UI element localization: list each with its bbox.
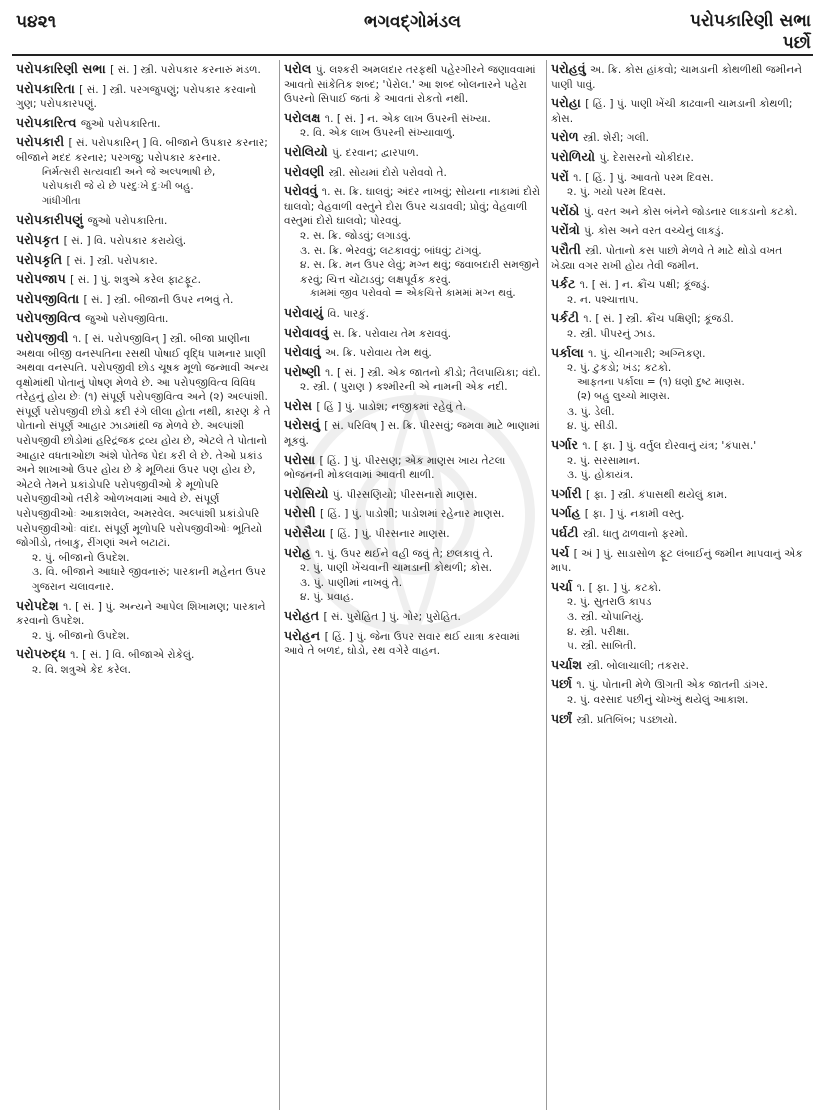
headword: પરોહા: [551, 95, 586, 111]
definition-text: [ હિં. ] પું. પીરસનાર માણસ.: [329, 528, 450, 541]
column-1: [12, 60, 279, 1110]
definition-text: સ્ત્રી. સોયમાં દોરો પરોવવો તે.: [328, 166, 447, 179]
headword: પરૌતી: [551, 241, 586, 257]
headword: પરોસી: [284, 505, 321, 521]
dictionary-entry: [551, 506, 808, 522]
headword: પરોલ: [284, 61, 316, 76]
sub-sense: ૩. સ. ક્રિ. ભેરવવું; લટકાવવું; બાંધવું; ટાંગવું.: [300, 244, 482, 257]
dictionary-entry: [284, 453, 541, 483]
sub-sense: ૨. પું. પાણી ખેંચવાની ચામડાની કોથળી; કોસ.: [300, 562, 493, 575]
definition-text: [ સં. પરોપકારિન્ ] વિ. બીજાને ઉપકાર કરનાર; બીજાને મદદ કરનાર; પરગજુ; પરોપકાર કરનાર.: [16, 137, 268, 164]
definition-text: ૧. [ ફા. ] પું. વર્તુલ દોરવાનું યંત્ર; 'કંપાસ.': [582, 440, 757, 453]
dictionary-entry: [284, 365, 541, 395]
headword: પરોપરુદ્ધ: [16, 646, 71, 662]
dictionary-entry: [551, 62, 808, 92]
definition-text: ૧. પું. ઉપર થઈને વહી જવું તે; છલકાવું તે.: [315, 547, 494, 560]
dictionary-entry: [551, 204, 808, 220]
dictionary-entry: [284, 345, 541, 361]
definition-text: [ અં ] પું. સાડાસોળ ફૂટ લંબાઈનું જમીન માપવાનું એક માપ.: [551, 547, 803, 575]
definition-text: [ હિં. ] પું. પાડોશી; પાડોશમાં રહેનાર માણસ.: [320, 508, 505, 521]
dictionary-entry: [16, 135, 274, 209]
sub-sense: ૨. પું. વરસાદ પછીનું ચોખ્ખું થયેલું આકાશ.: [567, 693, 749, 706]
definition-text: [ ફા. ] સ્ત્રી. કંપાસથી થયેલું કામ.: [585, 488, 728, 501]
headword: પરોપકારીપણું: [16, 212, 88, 228]
headword: પરોસા: [284, 451, 320, 467]
headword: પરોવાવું: [284, 344, 325, 360]
definition-text: સ્ત્રી. ધાતુ ઢાળવાનો ફરમો.: [582, 528, 689, 541]
dictionary-entry: [284, 546, 541, 605]
definition-text: [ હિં. ] પું. જેના ઉપર સવાર થઈ યાત્રા કરવામાં આવે તે બળદ, ઘોડો, રથ વગેરે વાહન.: [284, 630, 520, 658]
dictionary-entry: [551, 243, 808, 273]
dictionary-entry: [284, 184, 541, 302]
headword: પરોસૈયા: [284, 525, 330, 541]
headword: પરોલક્ષ: [284, 109, 325, 125]
definition-text: ૧. [ હિં. ] પું. આવતો પરમ દિવસ.: [573, 171, 714, 184]
sub-sense: ૨. પું. સુતરાઉ કાપડ: [567, 596, 652, 609]
definition-text: પું. કોસ અને વરત વચ્ચેનું લાકડું.: [584, 225, 724, 238]
dictionary-entry: [551, 438, 808, 483]
sub-sense: ૨. પું. બીજાનો ઉપદેશ.: [32, 551, 130, 564]
definition-text: [ હિં. ] પું. પીરસણ; એક માણસ ખાય તેટલા ભોજનની મોકલવામાં આવતી થાળી.: [284, 454, 506, 482]
dictionary-entry: [16, 292, 274, 308]
headword: પર્છાં: [551, 710, 577, 726]
headword: પરોપજીવિતા: [16, 290, 84, 306]
citation: નિર્મત્સરી સત્યવાદી અને જે અલ્પભાષી છે,: [42, 166, 216, 178]
definition-text: અ. ક્રિ. પરોવાય તેમ થવું.: [325, 347, 432, 360]
headword: પરોહન: [284, 627, 325, 643]
headword: પરોહવું: [551, 61, 591, 76]
headword: પરોં: [551, 168, 574, 184]
definition-text: [ સં. ] સ્ત્રી. પરગજુપણું; પરોપકાર કરવાનો ગુણ; પરોપકારપણું.: [16, 83, 257, 111]
headword: પરોહ: [284, 544, 316, 560]
dictionary-entry: [551, 658, 808, 674]
dictionary-entry: [284, 399, 541, 415]
dictionary-entry: [551, 580, 808, 654]
headword: પર્કટી: [551, 310, 584, 326]
sub-sense: ૨. વિ. એક લાખ ઉપરની સંખ્યાવાળું.: [300, 127, 456, 140]
dictionary-entry: [16, 253, 274, 269]
definition-text: પું. દરવાન; દ્વારપાળ.: [332, 146, 419, 159]
dictionary-entry: [551, 526, 808, 542]
headword: પરોપજાપ: [16, 271, 71, 287]
headword: પર્ગાર: [551, 437, 583, 453]
sub-sense: ૨. પું. ટુકડો; ખંડ; કટકો.: [567, 362, 672, 375]
headword: પર્ઘટી: [551, 525, 583, 541]
headword: પરોસ: [284, 397, 317, 413]
dictionary-entry: [551, 487, 808, 503]
headword: પરોવણી: [284, 163, 329, 179]
sub-sense: ૩. પું. પાણીમાં નાખવું તે.: [300, 576, 403, 589]
headword: પરોપજીવી: [16, 329, 73, 345]
definition-text: ૧. [ સં. ] ન. એક લાખ ઉપરની સંખ્યા.: [324, 112, 491, 125]
dictionary-entry: [284, 111, 541, 141]
definition-text: [ સં. ] સ્ત્રી. પરોપકાર.: [66, 254, 158, 267]
definition-text: [ સં. ] વિ. પરોપકાર કરાયેલું.: [63, 234, 187, 247]
headword: પરોળિયો: [551, 148, 600, 164]
sub-sense: ૩. વિ. બીજાને આધારે જીવનારું; પારકાની મહેનત ઉપર ગુજરાન ચલાવનાર.: [32, 566, 267, 593]
dictionary-entry: [16, 599, 274, 644]
headword: પર્ચાશ: [551, 656, 587, 672]
dictionary-entry: [551, 223, 808, 239]
sub-sense: ૨. ન. પશ્ચાત્તાપ.: [567, 293, 639, 306]
definition-text: અ. ક્રિ. કોસ હાંકવો; ચામડાની કોથળીથી જમીનને પાણી પાવું.: [551, 64, 803, 91]
sub-sense: ૨. પું. સરસામાન.: [567, 454, 641, 467]
citation: પરોપકારી જે યે છે પરદુઃખે દુઃખી બહુ.: [42, 181, 194, 193]
headword: પર્ગારી: [551, 485, 586, 501]
dictionary-entry: [551, 130, 808, 146]
definition-text: ૧. [ સં. ] વિ. બીજાએ રોકેલું.: [70, 649, 195, 662]
dictionary-entry: [284, 487, 541, 503]
definition-text: પું. વરત અને કોસ બંનેને જોડનાર લાકડાનો કટકો.: [583, 205, 798, 218]
headword: પરોષ્ણી: [284, 363, 326, 379]
dictionary-entry: [16, 213, 274, 229]
header-rule: [12, 54, 813, 56]
definition-text: સ્ત્રી. પોતાનો કસ પાછો મેળવે તે માટે થોડો વખત ખેડ્યા વગર રાખી હોય તેવી જમીન.: [551, 244, 783, 272]
headword: પરોપકૃતિ: [16, 251, 67, 267]
dictionary-entry: [551, 712, 808, 728]
headword: પર્ચા: [551, 578, 577, 594]
definition-text: પું. લશ્કરી અમલદાર તરફથી પહેરગીરને જણાવવામાં આવતો સાંકેતિક શબ્દ; 'પેરોલ.' આ શબ્દ બોલનારને પહેરા ઉપરનો સિપાઈ જતાં કે આવતાં રોકતો નથી.: [284, 64, 536, 106]
column-2: [279, 60, 546, 1110]
book-title: ભગવદ્ગોમંડલ: [364, 12, 461, 32]
dictionary-columns: [12, 60, 813, 1110]
dictionary-entry: [284, 506, 541, 522]
dictionary-entry: [16, 82, 274, 112]
definition-text: જુઓ પરોપકારિતા.: [87, 215, 168, 228]
headword: પર્કટ: [551, 276, 580, 292]
headword: પરોળ: [551, 129, 584, 145]
definition-text: ૧. પું. ચીનગારી; અગ્નિકણ.: [588, 347, 706, 360]
column-3: [546, 60, 813, 1110]
dictionary-entry: [284, 62, 541, 107]
page-header: [0, 0, 825, 60]
dictionary-entry: [16, 331, 274, 595]
definition-text: [ સં. પરિવિષ્ ] સ. ક્રિ. પીરસવું; જમવા માટે ભાણામાં મૂકવું.: [284, 420, 540, 448]
dictionary-entry: [16, 62, 274, 78]
headword: પરોપકારિત્વ: [16, 114, 81, 130]
dictionary-entry: [551, 150, 808, 166]
dictionary-entry: [551, 170, 808, 200]
definition-text: [ સં. પુરોહિત ] પું. ગોર; પુરોહિત.: [323, 611, 461, 623]
dictionary-entry: [16, 272, 274, 288]
sub-sense: ૨. વિ. શત્રુએ કેદ કરેલ.: [32, 663, 132, 676]
sub-sense: ૪. સ્ત્રી. પરીક્ષા.: [567, 625, 630, 638]
dictionary-entry: [284, 526, 541, 542]
headword: પરોવાયું: [284, 304, 328, 320]
definition-text: ૧. સ. ક્રિ. ઘાલવું; અંદર નાખવું; સોયના નાકામાં દોરો ઘાલવો; વેહવાળી વસ્તુને દોરા ઉપર ચડાવવી; પ્રોવું; વેહવાળી વસ્તુમાં દોરો ઘાલવો; પોરવવું.: [284, 186, 540, 228]
dictionary-entry: [16, 116, 274, 132]
definition-text: [ હિં. ] પું. પાણી ખેંચી કાઢવાની ચામડાની કોથળી; કોસ.: [551, 98, 793, 125]
dictionary-entry: [284, 629, 541, 659]
dictionary-entry: [551, 346, 808, 435]
headword: પરોપદેશ: [16, 597, 64, 613]
definition-text: સ્ત્રી. બોલાચાલી; તકરાર.: [586, 659, 689, 672]
headword: પરોવાવવું: [284, 324, 333, 340]
headword: પરોપકૃત: [16, 231, 64, 247]
sub-sense: ૨. સ્ત્રી. પીપરનું ઝાડ.: [567, 327, 656, 340]
definition-text: સ. ક્રિ. પરોવાય તેમ કરાવવું.: [332, 327, 451, 340]
definition-text: સ્ત્રી. શેરી; ગલી.: [583, 132, 649, 145]
dictionary-entry: [551, 546, 808, 576]
definition-text: સ્ત્રી. પ્રતિબિંબ; પડછાયો.: [576, 713, 678, 726]
definition-text: જુઓ પરોપજીવિતા.: [85, 313, 169, 326]
dictionary-entry: [284, 145, 541, 161]
dictionary-entry: [16, 311, 274, 327]
guide-word-top: પરોપકારિણી સભા: [689, 11, 811, 31]
dictionary-entry: [16, 233, 274, 249]
headword: પરોંત્રો: [551, 222, 585, 238]
definition-text: ૧. [ સં. ] ન. ક્રૌંચ પક્ષી; કૂંજડું.: [579, 279, 710, 292]
dictionary-entry: [16, 647, 274, 677]
headword: પરોપકારી: [16, 134, 69, 150]
sub-sense: ૪. પું. સીડી.: [567, 420, 618, 433]
definition-text: જુઓ પરોપકારિતા.: [80, 117, 161, 130]
headword: પરોપકારિણી સભા: [16, 61, 111, 76]
sub-sense: ૨. પું. ગયો પરમ દિવસ.: [567, 186, 667, 199]
citation: ગાંધીગીતા: [42, 195, 81, 207]
definition-text: ૧. [ સં. ] પું. અન્યને આપેલ શિખામણ; પારકાને કરવાનો ઉપદેશ.: [16, 600, 266, 628]
definition-text: ૧. [ સં. પરોપજીવિન્ ] સ્ત્રી. બીજા પ્રાણીના અથવા બીજી વનસ્પતિના રસથી પોષાઈ વૃદ્ધિ પામનાર પ્રાણી અથવા વનસ્પતિ. પરોપજીવી છોડ ચૂષક મૂળો જન્માવી અન્ય વૃક્ષોમાંથી પોતાનું પોષણ મેળવે છે. આ પરોપજીવિત્વ વિવિધ તરેહનું હોય છેઃ (૧) સંપૂર્ણ પરોપજીવિત્વ અને (૨) અલ્પાંશી. સંપૂર્ણ પરોપજીવી છોડો કદી રંગે લીલા હોતા નથી, કારણ કે તે પોતાનો સંપૂર્ણ આહાર ઝાડમાંથી જ મેળવે છે. અલ્પાંશી પરોપજીવી છોડોમાં હરિદ્રંજક દ્રવ્ય હોય છે, એટલે તે પોતાનો આહાર વધતાઓછા અંશે પોતેજ પેદા કરી લે છે. તેઓ પ્રકાંડ અને શાખાઓ ઉપર હોય છે કે મૂળિયાં ઉપર પણ હોય છે, એટલે તેમને પ્રકાંડોપરિ પરોપજીવીઓ કે મૂળોપરિ પરોપજીવીઓ તરીકે ઓળખવામાં આવે છે. સંપૂર્ણ પરોપજીવીઓઃ આકાશવેલ, અમરવેલ. અલ્પાંશી પ્રકાંડોપરિ પરોપજીવીઓઃ વાંદા. સંપૂર્ણ મૂળોપરિ પરોપજીવીઓઃ ભૂતિયો જોગીડો, તંબાકુ, રીંગણાં અને બટાટાં.: [16, 332, 271, 550]
definition-text: વિ. પારકું.: [327, 307, 369, 320]
citation: આફતના પર્કાલા = (૧) ઘણો દુષ્ટ માણસ.: [577, 376, 745, 388]
definition-text: [ સં. ] સ્ત્રી. બીજાની ઉપર નભવું તે.: [83, 293, 234, 306]
sub-sense: ૫. સ્ત્રી. સાબિતી.: [567, 640, 637, 653]
sub-sense: ૩. સ્ત્રી. ચોપાનિયું.: [567, 611, 644, 623]
guide-word-bottom: પર્છો: [782, 33, 811, 53]
definition-text: [ હિં ] પું. પાડોશ; નજીકમાં રહેવું તે.: [316, 400, 467, 413]
headword: પર્ચ: [551, 544, 574, 560]
dictionary-entry: [551, 311, 808, 341]
citation: કામમાં જીવ પરોવવો = એકચિત્તે કામમાં મગ્ન થવું.: [310, 288, 516, 300]
sub-sense: ૨. સ્ત્રી. ( પુરાણ ) કશ્મીરની એ નામની એક નદી.: [300, 381, 508, 394]
headword: પરોલિયો: [284, 143, 333, 159]
dictionary-entry: [551, 677, 808, 707]
dictionary-entry: [551, 96, 808, 126]
headword: પરોપજીવિત્વ: [16, 310, 86, 326]
sub-sense: ૩. પું. હોકાયંત્ર.: [567, 469, 634, 482]
definition-text: પું. પીરસણિયો; પીરસનારો માણસ.: [332, 488, 478, 501]
sub-sense: ૨. પું. બીજાનો ઉપદેશ.: [32, 629, 130, 642]
definition-text: ૧. [ સં. ] સ્ત્રી. ક્રૌંચ પક્ષિણી; કૂંજડી.: [583, 313, 734, 326]
headword: પર્કાલા: [551, 344, 589, 360]
sub-sense: ૨. સ. ક્રિ. જોડવું; લગાડવું.: [300, 229, 412, 242]
headword: પરોંઠો: [551, 202, 584, 218]
definition-text: [ ફા. ] પું. નકામી વસ્તુ.: [584, 508, 685, 521]
headword: પર્ગાહ: [551, 505, 585, 521]
definition-text: ૧. [ ફા. ] પું. કટકો.: [576, 581, 662, 594]
definition-text: પું. દેરાસરનો ચોકીદાર.: [599, 151, 694, 164]
headword: પરોવવું: [284, 183, 322, 199]
definition-text: ૧. [ સં. ] સ્ત્રી. એક જાતનો કીડો; તૈલપાયિકા; વંદો.: [325, 366, 541, 379]
dictionary-entry: [284, 609, 541, 625]
guide-words: [690, 10, 811, 54]
citation: (૨) બહુ લુચ્ચો માણસ.: [577, 391, 670, 403]
headword: પરોપકારિતા: [16, 80, 80, 96]
dictionary-entry: [284, 418, 541, 448]
headword: પર્છા: [551, 676, 577, 692]
page-number: ૫૪૨૧: [16, 12, 57, 32]
dictionary-entry: [284, 165, 541, 181]
definition-text: [ સં. ] પું. શત્રુએ કરેલ ફાટફૂટ.: [70, 274, 202, 287]
dictionary-entry: [284, 326, 541, 342]
headword: પરોહત: [284, 608, 324, 623]
definition-text: [ સં. ] સ્ત્રી. પરોપકાર કરનારું મંડળ.: [110, 64, 261, 76]
sub-sense: ૩. પું. ડેલી.: [567, 405, 615, 418]
headword: પરોસવું: [284, 417, 325, 433]
sub-sense: ૪. પું. પ્રવાહ.: [300, 591, 354, 604]
dictionary-entry: [551, 277, 808, 307]
headword: પરોસિયો: [284, 485, 333, 501]
definition-text: ૧. પું. પોતાની મેળે ઊગતી એક જાતની ડાંગર.: [576, 679, 768, 692]
dictionary-entry: [284, 306, 541, 322]
sub-sense: ૪. સ. ક્રિ. મન ઉપર લેવું; મગ્ન થવું; જવાબદારી સમજીને કરવું; ચિત્ત ચોંટાડવું; લક્ષપૂર્વક કરવું.: [300, 259, 540, 286]
